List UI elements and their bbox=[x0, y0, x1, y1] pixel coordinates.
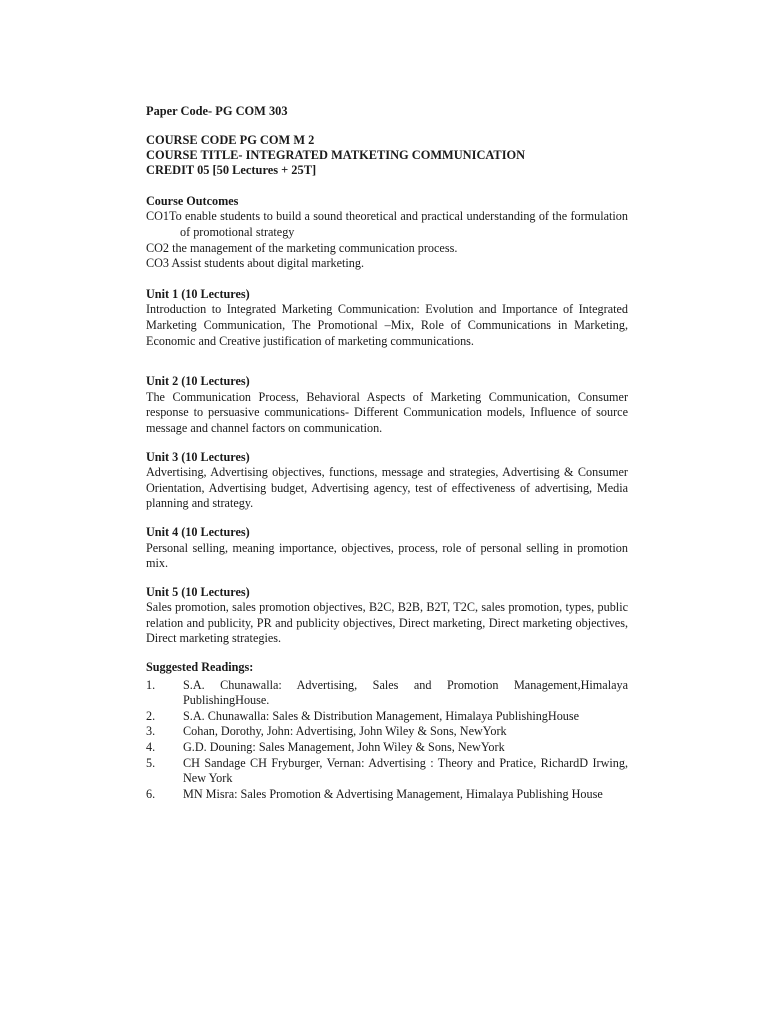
unit-body: Sales promotion, sales promotion objectives, B2C, B2B, B2T, T2C, sales promotion, types, public relation and publicity, PR and publicity objectives, Direct marketing, Direct marketing objectives, Direct marketing strategies. bbox=[146, 600, 628, 646]
readings-heading: Suggested Readings: bbox=[146, 660, 254, 675]
unit-title: Unit 4 (10 Lectures) bbox=[146, 524, 250, 539]
reading-number: 5. bbox=[146, 755, 156, 770]
reading-item bbox=[146, 709, 628, 725]
unit-5 bbox=[146, 585, 628, 647]
reading-item bbox=[146, 740, 628, 756]
outcomes-heading: Course Outcomes bbox=[146, 193, 239, 208]
reading-item bbox=[146, 678, 628, 709]
outcome-item: CO2 the management of the marketing communication process. bbox=[146, 240, 458, 255]
reading-text: MN Misra: Sales Promotion & Advertising Management, Himalaya Publishing House bbox=[183, 786, 603, 801]
reading-number: 6. bbox=[146, 786, 156, 801]
reading-number: 2. bbox=[146, 708, 156, 723]
unit-title: Unit 5 (10 Lectures) bbox=[146, 584, 250, 599]
reading-text: Cohan, Dorothy, John: Advertising, John Wiley & Sons, NewYork bbox=[183, 724, 507, 739]
syllabus-page bbox=[146, 104, 628, 802]
reading-item bbox=[146, 787, 628, 803]
unit-1 bbox=[146, 287, 628, 349]
unit-body: Introduction to Integrated Marketing Communication: Evolution and Importance of Integrated Marketing Communication, The Promotional –Mix, Role of Communications in Marketing, Economic and Creative justification of marketing communications. bbox=[146, 302, 628, 348]
course-credit: CREDIT 05 [50 Lectures + 25T] bbox=[146, 163, 317, 178]
unit-4 bbox=[146, 525, 628, 572]
unit-2 bbox=[146, 374, 628, 436]
outcome-item: CO1To enable students to build a sound theoretical and practical understanding of the formulation of promotional strategy bbox=[146, 209, 628, 239]
course-header bbox=[146, 133, 628, 179]
unit-body: Advertising, Advertising objectives, functions, message and strategies, Advertising & Consumer Orientation, Advertising budget, Advertising agency, test of effectiveness of advertising, Media planning and strategy. bbox=[146, 465, 628, 511]
suggested-readings bbox=[146, 660, 628, 802]
unit-title: Unit 2 (10 Lectures) bbox=[146, 374, 250, 389]
reading-item bbox=[146, 756, 628, 787]
reading-item bbox=[146, 724, 628, 740]
unit-title: Unit 3 (10 Lectures) bbox=[146, 449, 250, 464]
unit-title: Unit 1 (10 Lectures) bbox=[146, 286, 250, 301]
unit-body: The Communication Process, Behavioral Aspects of Marketing Communication, Consumer response to persuasive communications- Different Communication models, Influence of source message and channel factors on communication. bbox=[146, 389, 628, 435]
outcome-item: CO3 Assist students about digital marketing. bbox=[146, 256, 365, 271]
unit-3 bbox=[146, 450, 628, 512]
reading-text: G.D. Douning: Sales Management, John Wiley & Sons, NewYork bbox=[183, 740, 505, 755]
reading-text: S.A. Chunawalla: Sales & Distribution Management, Himalaya PublishingHouse bbox=[183, 708, 580, 723]
course-title: COURSE TITLE- INTEGRATED MATKETING COMMUNICATION bbox=[146, 148, 526, 162]
course-outcomes bbox=[146, 194, 628, 272]
course-code: COURSE CODE PG COM M 2 bbox=[146, 132, 315, 147]
reading-number: 4. bbox=[146, 740, 156, 755]
reading-text: S.A. Chunawalla: Advertising, Sales and Promotion Management,Himalaya PublishingHouse. bbox=[183, 677, 628, 708]
unit-body: Personal selling, meaning importance, objectives, process, role of personal selling in promotion mix. bbox=[146, 540, 628, 571]
reading-number: 3. bbox=[146, 724, 156, 739]
reading-number: 1. bbox=[146, 677, 156, 692]
paper-code: Paper Code- PG COM 303 bbox=[146, 104, 288, 118]
reading-text: CH Sandage CH Fryburger, Vernan: Advertising : Theory and Pratice, RichardD Irwing, New York bbox=[183, 755, 628, 786]
